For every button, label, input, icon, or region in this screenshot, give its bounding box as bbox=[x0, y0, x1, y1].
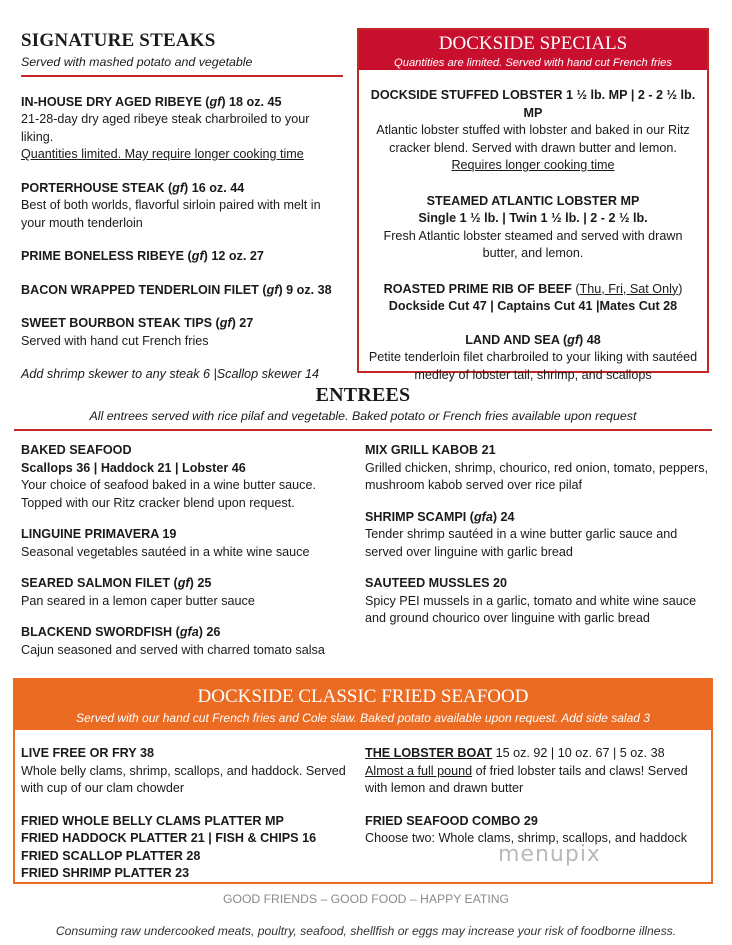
menu-item: SHRIMP SCAMPI (gfa) 24 Tender shrimp sautéed in a wine butter garlic sauce and served over linguine with garlic bread bbox=[365, 509, 678, 559]
divider bbox=[21, 75, 343, 77]
item-description: 21-28-day dry aged ribeye steak charbroiled to your liking. bbox=[21, 112, 310, 144]
entrees-left-column bbox=[21, 442, 351, 673]
footer-tagline: GOOD FRIENDS – GOOD FOOD – HAPPY EATING bbox=[222, 892, 509, 906]
entrees-title: ENTREES bbox=[315, 384, 411, 406]
menu-item: MIX GRILL KABOB 21 Grilled chicken, shrimp, chourico, red onion, tomato, peppers, mushroom kabob served over rice pilaf bbox=[365, 443, 708, 492]
special-item: STEAMED ATLANTIC LOBSTER MP Single 1 ½ lb. | Twin 1 ½ lb. | 2 - 2 ½ lb. Fresh Atlantic lobster steamed and served with drawn butter, and lemon. bbox=[383, 193, 683, 260]
menu-item: PRIME BONELESS RIBEYE (gf) 12 oz. 27 bbox=[21, 249, 264, 263]
menu-item: BACON WRAPPED TENDERLOIN FILET (gf) 9 oz. 38 bbox=[21, 282, 332, 297]
classic-header bbox=[15, 680, 711, 730]
menu-item: PORTERHOUSE STEAK (gf) 16 oz. 44 Best of both worlds, flavorful sirloin paired with melt in your mouth tenderloin bbox=[21, 180, 341, 233]
menu-item: BLACKEND SWORDFISH (gfa) 26 Cajun seasoned and served with charred tomato salsa bbox=[21, 625, 325, 657]
menu-item: BAKED SEAFOOD Scallops 36 | Haddock 21 | Lobster 46 Your choice of seafood baked in a wine butter sauce. Topped with our Ritz cracker blend upon request. bbox=[21, 443, 316, 510]
classic-subtitle: Served with our hand cut French fries and Cole slaw. Baked potato available upon request. Add side salad 3 bbox=[76, 711, 650, 725]
menu-item: SEARED SALMON FILET (gf) 25 Pan seared in a lemon caper butter sauce bbox=[21, 576, 255, 608]
item-note: Quantities limited. May require longer cooking time bbox=[21, 147, 304, 161]
specials-subtitle: Quantities are limited. Served with hand cut French fries bbox=[394, 57, 672, 69]
footer-disclaimer: Consuming raw undercooked meats, poultry, seafood, shellfish or eggs may increase your risk of foodborne illness. bbox=[55, 924, 677, 938]
steak-addon-note: Add shrimp skewer to any steak 6 |Scallop skewer 14 bbox=[21, 367, 319, 381]
entrees-subtitle: All entrees served with rice pilaf and vegetable. Baked potato or French fries available upon request bbox=[89, 409, 637, 423]
dockside-specials-box bbox=[357, 28, 709, 382]
menu-item: SAUTEED MUSSLES 20 Spicy PEI mussels in a garlic, tomato and white wine sauce and ground chourico over linguine with garlic bread bbox=[365, 576, 697, 625]
platter-item: FRIED SCALLOP PLATTER 28 bbox=[21, 848, 201, 863]
menu-item: IN-HOUSE DRY AGED RIBEYE (gf) 18 oz. 45 21-28-day dry aged ribeye steak charbroiled to your liking. Quantities limited. May require longer cooking time bbox=[21, 94, 341, 164]
special-item: DOCKSIDE STUFFED LOBSTER 1 ½ lb. MP | 2 - 2 ½ lb. MP Atlantic lobster stuffed with lobster and baked in our Ritz cracker blend. Served with drawn butter and lemon. Requires longer cooking time bbox=[370, 88, 696, 172]
menu-item: SWEET BOURBON STEAK TIPS (gf) 27 Served with hand cut French fries bbox=[21, 315, 341, 350]
item-description: Best of both worlds, flavorful sirloin paired with melt in your mouth tenderloin bbox=[21, 198, 321, 230]
entrees-right-column bbox=[365, 442, 710, 642]
item-description: Served with hand cut French fries bbox=[21, 333, 209, 348]
entrees-header bbox=[14, 384, 712, 431]
special-item: LAND AND SEA (gf) 48 Petite tenderloin filet charbroiled to your liking with sautéed medley of lobster tail, shrimp, and scallops bbox=[368, 332, 698, 382]
platter-list bbox=[21, 813, 351, 883]
classic-title: DOCKSIDE CLASSIC FRIED SEAFOOD bbox=[197, 686, 529, 707]
special-item: ROASTED PRIME RIB OF BEEF (Thu, Fri, Sat Only) Dockside Cut 47 | Captains Cut 41 |Mates Cut 28 bbox=[383, 281, 683, 313]
menu-item: LIVE FREE OR FRY 38 Whole belly clams, shrimp, scallops, and haddock. Served with cup of our clam chowder bbox=[21, 746, 346, 795]
menu-item: LINGUINE PRIMAVERA 19 Seasonal vegetables sautéed in a white wine sauce bbox=[21, 527, 310, 559]
menupix-watermark: menupix bbox=[498, 842, 601, 867]
menu-item: FRIED SEAFOOD COMBO 29 Choose two: Whole clams, shrimp, scallops, and haddock bbox=[365, 813, 687, 845]
signature-steaks-title: SIGNATURE STEAKS bbox=[21, 30, 216, 51]
specials-title: DOCKSIDE SPECIALS bbox=[438, 33, 628, 54]
divider bbox=[14, 429, 712, 431]
signature-steaks-subtitle: Served with mashed potato and vegetable bbox=[21, 55, 253, 69]
menu-item: THE LOBSTER BOAT 15 oz. 92 | 10 oz. 67 | 5 oz. 38 Almost a full pound of fried lobster tails and claws! Served with lemon and drawn butter bbox=[365, 746, 688, 795]
platter-item: FRIED SHRIMP PLATTER 23 bbox=[21, 866, 190, 880]
classic-left-column bbox=[21, 745, 351, 883]
platter-item: FRIED HADDOCK PLATTER 21 | FISH & CHIPS 16 bbox=[21, 831, 317, 845]
platter-item: FRIED WHOLE BELLY CLAMS PLATTER MP bbox=[21, 813, 284, 828]
signature-steaks-section bbox=[21, 30, 341, 384]
specials-header bbox=[359, 30, 707, 70]
